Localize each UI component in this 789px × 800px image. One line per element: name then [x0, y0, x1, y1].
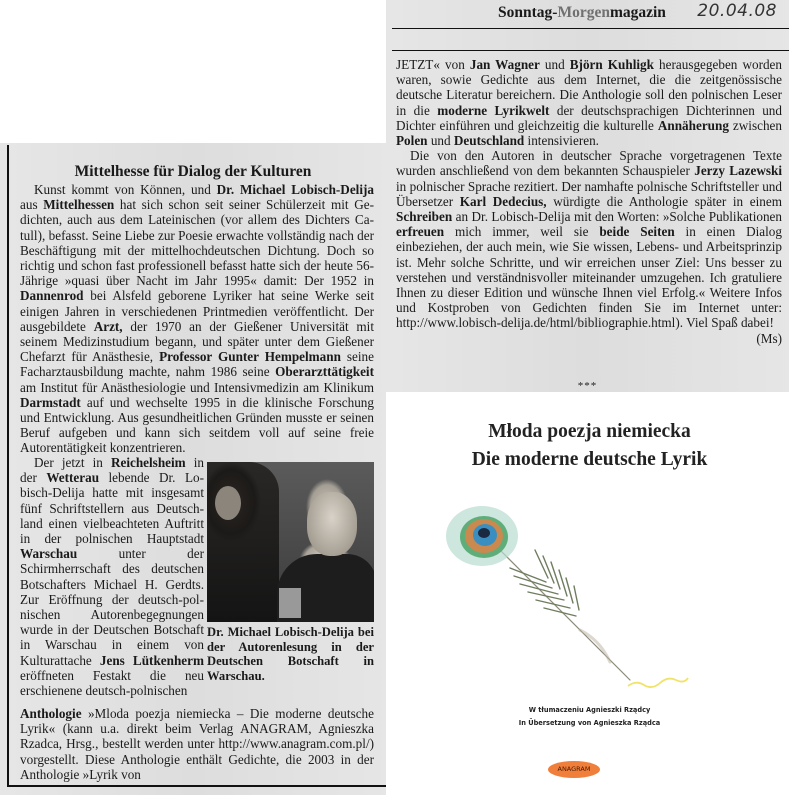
- masthead-rule: [392, 50, 789, 51]
- border-rule: [7, 145, 9, 787]
- article-body-narrow: [20, 455, 204, 698]
- article-body-bottom: [20, 706, 374, 782]
- paragraph: Anthologie »Mloda poezja niemiecka – Die moderne deutsche Lyrik« (kann u.a. direkt beim Verlag ANAGRAM, Agnieszka Rzadca, Hrsg., bestellt werden unter http://www.anagram.com.pl/) vorgestellt. Diese Anthologie enthält Gedichte, die 2003 in der Anthologie »Lyrik von: [20, 706, 374, 782]
- article-continuation-text: [396, 57, 782, 346]
- masthead: [392, 0, 789, 50]
- newspaper-clipping-article: [0, 143, 386, 795]
- article-body-top: [20, 182, 374, 456]
- book-cover: [390, 392, 789, 800]
- newspaper-name: Sonntag-Morgenmagazin: [498, 4, 666, 21]
- paragraph: JETZT« von Jan Wagner und Björn Kuhligk herausgegeben worden waren, sowie Gedichte aus dem Internet, die die zeitgenössische deutsche Literatur bereichern. Die Anthologie soll den polnischen Leser in die moderne Lyrikwelt der deutschsprachigen Dichterinnen und Dichter einführen und gleichzeitig die kulturelle Annäherung zwischen Polen und Deutschland intensivieren.: [396, 57, 782, 149]
- masthead-rule: [392, 28, 789, 29]
- photo-person-woman: [207, 462, 279, 622]
- publisher-logo: ANAGRAM: [548, 761, 600, 778]
- book-title-german: Die moderne deutsche Lyrik: [471, 449, 708, 470]
- paragraph: Kunst kommt von Können, und Dr. Michael Lobisch-Delija aus Mittelhessen hat sich schon seit seiner Schülerzeit mit Gedichten, auch aus dem Lateinischen (vor allem des Dichters Catull), befasst. Seine Liebe zur Poesie erwachte vollständig nach der Beschäftigung mit der mittelhochdeutschen Dichtung. Doch so richtig und schon fast professionell befasst hatte sich der heute 56-Jährige »quasi über Nacht im Jahr 1995« damit: Der 1952 in Dannenrod bei Alsfeld geborene Lyriker hat seine Werke seit einigen Jahren in verschiedenen Printmedien veröffentlicht. Der ausgebildete Arzt, der 1970 an der Gießener Universität mit seinem Medizinstudium begann, und später unter dem Gießener Chefarzt für Anästhesie, Professor Gunter Hempelmann seine Facharztausbildung machte, nahm 1986 seine Oberarzttätigkeit am Institut für Anästhesiologie und Intensivmedizin am Klinikum Darmstadt auf und wechselte 1995 in die klinische Forschung und Entwicklung. Aus gesundheitlichen Gründen musste er seinen Beruf aufgeben und kann sich seitdem voll auf seine freie Autorentätigkeit konzentrieren.: [20, 182, 374, 456]
- book-title-polish: Młoda poezja niemiecka: [488, 421, 691, 442]
- newspaper-clipping-continuation: [386, 0, 789, 392]
- book-title: [390, 418, 789, 474]
- article-photo: [207, 462, 374, 622]
- border-rule: [7, 785, 386, 787]
- glass: [279, 588, 301, 618]
- handwritten-date: 20.04.08: [697, 1, 777, 21]
- author-signature: (Ms): [756, 330, 782, 346]
- peacock-feather-icon: [440, 490, 690, 690]
- paragraph: Der jetzt in Reichelsheim in der Wetterau lebende Dr. Lobisch-Delija hatte mit insgesamt fünf Schriftstellern aus Deutschland einen vielbeachteten Auftritt in der polnischen Hauptstadt Warschau unter der Schirmherrschaft des deutschen Botschafters Michael H. Gerdts. Zur Eröffnung der deutsch-polnischen Autorenbegegnungen wurde in der Deutschen Botschaft in Warschau in einem von Kulturattache Jens Lütkenherm eröffneten Festakt die neu erschienene deutsch-polnischen: [20, 455, 204, 699]
- translator-credit: W tłumaczeniu Agnieszki Rządcy In Übersetzung von Agnieszka Rządca: [518, 706, 661, 727]
- article-headline: Mittelhesse für Dialog der Kulturen: [74, 163, 312, 180]
- photo-caption: Dr. Michael Lobisch-Delija bei der Autorenlesung in der Deutschen Botschaft in Warschau.: [207, 625, 374, 683]
- paragraph: Die von den Autoren in deutscher Sprache vorgetragenen Texte wurden anschließend von dem bekannten Schauspieler Jerzy Lazewski in polnischer Sprache rezitiert. Der namhafte polnische Schriftsteller und Übersetzer Karl Dedecius, würdigte die Anthologie später in einem Schreiben an Dr. Lobisch-Delija mit den Worten: »Solche Publikationen erfreuen mich immer, weil sie beide Seiten in einen Dialog einbeziehen, der auch mein, wie Sie wissen, Lebens- und Arbeitsprinzip ist. Mehr solche Schritte, und wir erreichen unser Ziel: Uns besser zu verstehen und verständnisvoller miteinander umzugehen. Ich gratuliere Ihnen zu dieser Edition und wünsche Ihnen viel Erfolg.« Weitere Infos und Kostproben von Gedichten finden Sie im Internet unter: http://www.lobisch-delija.de/html/bibliographie.html). Viel Spaß dabei!: [396, 148, 783, 331]
- section-separator: ***: [577, 380, 598, 392]
